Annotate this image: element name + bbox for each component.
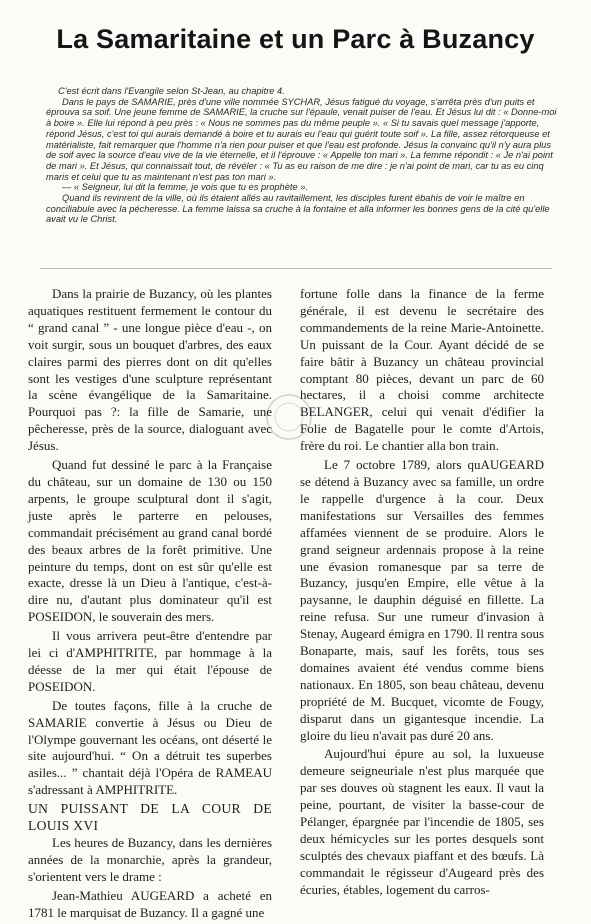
intro-paragraph: — « Seigneur, lui dit la femme, je vois que tu es prophète ». xyxy=(62,182,308,193)
body-paragraph: fortune folle dans la finance de la ferme générale, il est devenu le secrétaire des commandements de la reine Marie-Antoinette. Un puissant de la Cour. Ayant décidé de se faire bâtir à Buzancy un château provincial comptant 80 pièces, devant un parc de 60 hectares, il a choisi comme architecte BELANGER, celui qui venait d'édifier la Folie de Bagatelle pour le comte d'Artois, frère du roi. Le chantier alla bon train. xyxy=(300,286,544,454)
body-paragraph: Le 7 octobre 1789, alors quAUGEARD se détend à Buzancy avec sa famille, un ordre le rappelle d'urgence à la cour. Deux manifestations sur Versailles des femmes affamées viennent de se produire. Alors le grand seigneur ardennais propose à la reine une évasion romanesque par sa terre de Buzancy, jusqu'en Empire, elle vêtue à la paysanne, le dauphin déguisé en fillette. La reine refusa. Sur une rumeur d'invasion à Stenay, Augeard émigra en 1790. Il rentra sous Bonaparte, mais, sauf les forêts, tous ses domaines avaient été vendus comme biens nationaux. En 1805, son beau château, devenu propriété de M. Bucquet, vicomte de Fougy, disparut dans un gigantesque incendie. La gloire du lieu n'avait pas duré 20 ans. xyxy=(300,457,544,743)
section-divider xyxy=(40,268,552,269)
body-paragraph: Les heures de Buzancy, dans les dernières années de la monarchie, après la grandeur, s'orientent vers le drame : xyxy=(28,835,272,884)
body-paragraph: Dans la prairie de Buzancy, où les plantes aquatiques restituent fermement le contour du “ grand canal ” - une longue pièce d'eau -, on voit surgir, sous un bouquet d'arbres, des eaux claires parmi des pierres dont on dit qu'elles sont les vestiges d'une sculpture représentant la scène évangélique de la Samaritaine. Pourquoi pas ?: la fille de Samarie, une pêcheresse, près de la source, dialoguant avec Jésus. xyxy=(28,286,272,454)
intro-block xyxy=(46,86,562,225)
body-paragraph: Il vous arrivera peut-être d'entendre par lei ci d'AMPHITRITE, par hommage à la déesse de la mer qui était l'épouse de POSEIDON. xyxy=(28,628,272,694)
intro-paragraph: Quand ils revinrent de la ville, où ils étaient allés au ravitaillement, les disciples furent ébahis de voir le maître en conciliabule avec la pécheresse. La femme laissa sa cruche à la fontaine et alla informer les bonnes gens de la cité qu'elle avait vu le Christ. xyxy=(46,193,550,225)
section-heading: UN PUISSANT DE LA COUR DE LOUIS XVI xyxy=(28,801,272,834)
intro-paragraph: C'est écrit dans l'Evangile selon St-Jean, au chapitre 4. xyxy=(58,86,285,96)
body-paragraph: De toutes façons, fille à la cruche de SAMARIE convertie à Jésus ou Dieu de l'Olympe gouvernant les océans, ont déserté le site aujourd'hui. “ On a détruit tes superbes asiles... ” chantait déjà l'Opéra de RAMEAU s'adressant à AMPHITRITE. xyxy=(28,697,272,798)
body-paragraph: Aujourd'hui épure au sol, la luxueuse demeure seigneuriale n'est plus marquée que par ses douves où stagnent les eaux. Il vaut la peine, pourtant, de visiter la basse-cour de Pélanger, épargnée par l'incendie de 1805, ses deux hémicycles sur les portes desquels sont sculptés des chevaux piaffant et des bœufs. Là commandait le régisseur d'Augeard près des écuries, étables, logement du carros- xyxy=(300,746,544,897)
body-paragraph: Jean-Mathieu AUGEARD a acheté en 1781 le marquisat de Buzancy. Il a gagné une xyxy=(28,887,272,920)
right-column xyxy=(300,286,544,901)
left-column xyxy=(28,286,272,924)
page-title: La Samaritaine et un Parc à Buzancy xyxy=(56,24,535,54)
body-paragraph: Quand fut dessiné le parc à la Française du château, sur un domaine de 130 ou 150 arpents, le groupe sculptural dont il s'agit, juste après le parterre en pelouses, commandait précisément au grand canal bordé des beaux arbres de la forêt primitive. Une peinture du temps, dont on est sûr qu'elle est exacte, dresse là un Dieu à l'antique, c'est-à-dire nu, d'autant plus dominateur qu'il est POSEIDON, le souverain des mers. xyxy=(28,457,272,625)
intro-paragraph: Dans le pays de SAMARIE, près d'une ville nommée SYCHAR, Jésus fatigué du voyage, s'arrêta près d'un puits et éprouva sa soif. Une jeune femme de SAMARIE, la cruche sur l'épaule, venait puiser de l'eau. Et Jésus lui dit : « Donne-moi à boire ». Elle lui répond à peu près : « Nous ne sommes pas du même peuple ». « Si tu savais quel message j'apporte, répond Jésus, c'est toi qui aurais demandé à boire et tu aurais eu l'eau qui guérit toute soif ». La fille, assez rétorqueuse et matérialiste, fait remarquer que l'homme n'a rien pour puiser et que l'eau est profonde. Jésus la convainc qu'il n'y aura plus de soif avec la source d'eau vive de la vie éternelle, et il l'éprouve : « Appelle ton mari ». La femme répondit : « Je n'ai point de mari ». Et Jésus, qui connaissait tout, de révéler : « Tu as eu raison de me dire : je n'ai point de mari, car tu as eu cinq maris et celui que tu as maintenant n'est pas ton mari ». xyxy=(46,96,557,182)
